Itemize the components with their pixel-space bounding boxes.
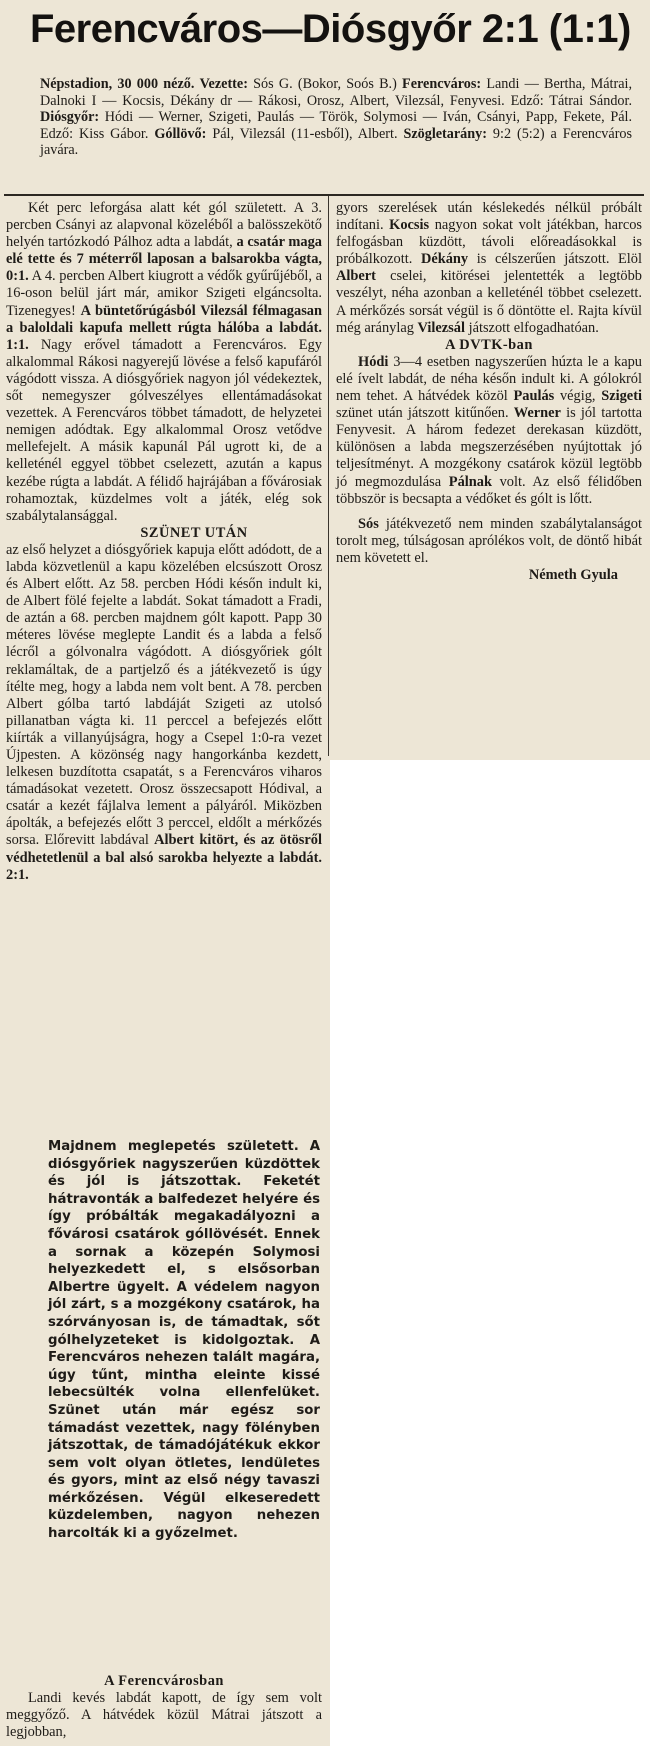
text-run-bold: A diósgyőriek nagyszerűen küzdöttek és jól is játszottak. Feketét hátravonták a balfedezet helyére és így próbálták megakadályozni a fővárosi csatárok góllövését. Ennek a sornak a közepén Solymosi helyezkedett el, s elsősorban Albertre ügyelt. A védelem nagyon jól zárt, s a mozgékony csatárok, ha szórványosan is, de támadtak, sőt gólhelyzeteket is kidolgoztak. A Ferencváros nehezen talált magára, úgy tűnt, mintha eleinte kissé lebecsülték volna ellenfelüket. Szünet után már egész sor támadást vezettek, nagy fölényben játszottak, de támadójátékuk ekkor sem volt olyan ötletes, lendületes és gyors, mint az első négy tavaszi mérkőzésen. Végül elkeseredett küzdelemben, nagyon nehezen harcolták ki a győzelmet. (48, 1139, 320, 1542)
divider-vertical (328, 196, 329, 756)
text-run-bold: A büntetőrúgásból Vilezsál félmagasan a baloldali kapufa mellett rúgta hálóba a labdát. 1:1. (6, 302, 322, 353)
paragraph (336, 516, 642, 567)
divider-horizontal (4, 194, 644, 196)
ftc-lineup: Landi — Bertha, Mátrai, Dalnoki I — Kocsis, Dékány dr — Rákosi, Orosz, Albert, Vilezsál, Fenyvesi. Edző: Tátrai Sándor. (40, 76, 632, 109)
text-run: Nagy erővel támadott a Ferencváros. Egy alkalommal Rákosi nagyerejű lövése a felső kapufáról vágódott vissza. A diósgyőriek nagyon jól védekeztek, sőt nemegyszer gólveszélyes ellentámadásokat vezettek. A Ferencváros többet támadott, de helyzetei nemigen adódtak. Egy alkalommal Orosz vetődve mellefejelt. A másik kapunál Pál ugrott ki, de a kelleténél eggyel többet cselezett, azután a kapus kezébe rúgta a labdát. A félidő hajrájában a fővárosiak rohamoztak, küzdelmes volt a játék, elég sok szabálytalansággal. (6, 336, 322, 524)
referee-label: Vezette: (199, 76, 248, 92)
corners-label: Szögletarány: (403, 125, 487, 142)
referee-name: Sós (358, 515, 379, 532)
text-run-bold: a csatár maga elé tette és 7 méterről laposan a balsarokba vágta, 0:1. (6, 234, 322, 285)
player-name: Werner (513, 405, 561, 422)
text-run: az első helyzet a diósgyőriek kapuja előtt adódott, de a labda közvetlenül a kapu közelében elcsúszott Orosz és Albert előtt. Az 58. percben Hódi későn indult ki, de Albert fölé fejelte a labdát. Sokat támadott a Fradi, de aztán a 68. percben majdnem gólt kapott. Papp 30 méteres lövése meglepte Landit és a labda a felső lécről a gólvonalra vágódott. A diósgyőriek gólt reklamáltak, de a partjelző és a játékvezető is úgy ítélte meg, hogy a labda nem volt bent. A 78. percben Albert gólba tartó labdáját Szigeti az utolsó pillanatban vágta ki. 11 perccel a befejezés előtt kiírták a villanyújságra, hogy a Csepel 1:0-ra vezet Újpesten. A közönség nagy hangorkánba kezdett, lelkesen buzdította csapatát, s a Ferencváros viharos támadásokat vezetett. Orosz összecsapott Hódival, a csatár a kezét fájlalva lement a pályáról. Miközben ápolták, a befejezés előtt 3 perccel, eldőlt a mérkőzés sorsa. Előrevitt labdával (6, 541, 322, 849)
ftc-label: Ferencváros: (402, 76, 482, 92)
text-run-bold: Albert kitört, és az ötösről védhetetlenül a bal alsó sarokba helyezte a labdát. 2:1. (6, 832, 322, 883)
paragraph (336, 200, 642, 337)
paragraph (336, 354, 642, 508)
text-run: Landi kevés labdát kapott, de így sem volt meggyőző. A hátvédek közül Mátrai játszott a legjobban, (6, 1690, 322, 1741)
paragraph (48, 1138, 320, 1543)
paragraph (6, 200, 322, 525)
player-name: Hódi (358, 353, 389, 370)
venue: Népstadion, 30 000 néző. (40, 76, 195, 92)
dvtk-lineup: Hódi — Werner, Szigeti, Paulás — Török, Solymosi — Iván, Csányi, Papp, Fekete, Pál. Edző: Kiss Gábor. (40, 109, 632, 142)
match-summary (40, 76, 632, 159)
text-run: volt. Az első félidőben többször is becsapta a védőket és gólt is lőtt. (336, 473, 642, 507)
subheading-after-break: SZÜNET UTÁN (140, 524, 248, 541)
player-name: Kocsis (389, 217, 430, 234)
headline: Ferencváros—Diósgyőr 2:1 (1:1) (30, 7, 631, 51)
paragraph (6, 542, 322, 884)
author-signature: Németh Gyula (528, 566, 618, 583)
text-run: is jól tartotta Fenyvesit. A három fedezet derekasan küzdött, különösen a labda megszerzésében nyújtottak jó teljesítményt. A mozgékony csatárok közül legtöbb jó megmozdulása (336, 405, 642, 490)
dvtk-label: Diósgyőr: (40, 109, 100, 126)
paragraph (6, 1690, 322, 1741)
article-column-left (6, 200, 322, 884)
text-run: is célszerűen játszott. Elöl (476, 251, 642, 268)
text-run: szünet után játszott kitűnően. (336, 405, 509, 422)
player-name: Albert (336, 268, 376, 285)
text-run: cselei, kitörései jelentették a legtöbb veszélyt, néha azonban a kelleténél többet cselezett. A mérkőzés sorsát végül is ő döntötte el. Rajta kívül még aránylag (336, 268, 642, 336)
corners: 9:2 (5:2) a Ferencváros javára. (40, 125, 633, 159)
player-name: Paulás (513, 388, 555, 405)
player-name: Vilezsál (417, 319, 465, 336)
subheading-dvtk: A DVTK-ban (445, 336, 533, 353)
text-run: végig, (559, 388, 596, 405)
text-run: A 4. percben Albert kiugrott a védők gyűrűjéből, a 16-oson belül járt már, amikor Szigeti elgáncsolta. Tizenegyes! (6, 268, 322, 319)
text-run: 3—4 esetben nagyszerűen húzta le a kapu elé ívelt labdát, de néha későn indult ki. A gólokról nem tehet. A hátvédek közöl (336, 353, 642, 405)
goals-label: Góllövő: (154, 125, 207, 142)
player-name: Szigeti (601, 388, 642, 405)
text-run: játszott elfogadhatóan. (468, 319, 599, 336)
text-run-bold: Majdnem meglepetés született. (48, 1139, 299, 1154)
article-column-left-bottom (6, 1673, 322, 1741)
text-run: játékvezető nem minden szabálytalanságot torolt meg, túlságosan aprólékos volt, de döntő hibát nem követett el. (336, 515, 642, 566)
article-column-right (336, 200, 642, 584)
player-name: Pálnak (448, 473, 492, 490)
player-name: Dékány (420, 251, 469, 268)
text-run: nagyon sokat volt játékban, harcos felfogásban küzdött, távoli előreadásokkal is próbálkozott. (336, 217, 643, 268)
text-run: gyors szerelések után késlekedés nélkül próbált indítani. (336, 200, 642, 234)
goalscorers: Pál, Vilezsál (11-esből), Albert. (212, 125, 398, 142)
referee: Sós G. (Bokor, Soós B.) (253, 76, 397, 92)
text-run: Két perc leforgása alatt két gól született. A 3. percben Csányi az alapvonal közeléből a balösszekötő helyén tartózkodó Pálhoz adta a labdát, (6, 200, 322, 251)
article-column-left-lower (48, 1138, 320, 1543)
subheading-ftc: A Ferencvárosban (104, 1673, 224, 1689)
